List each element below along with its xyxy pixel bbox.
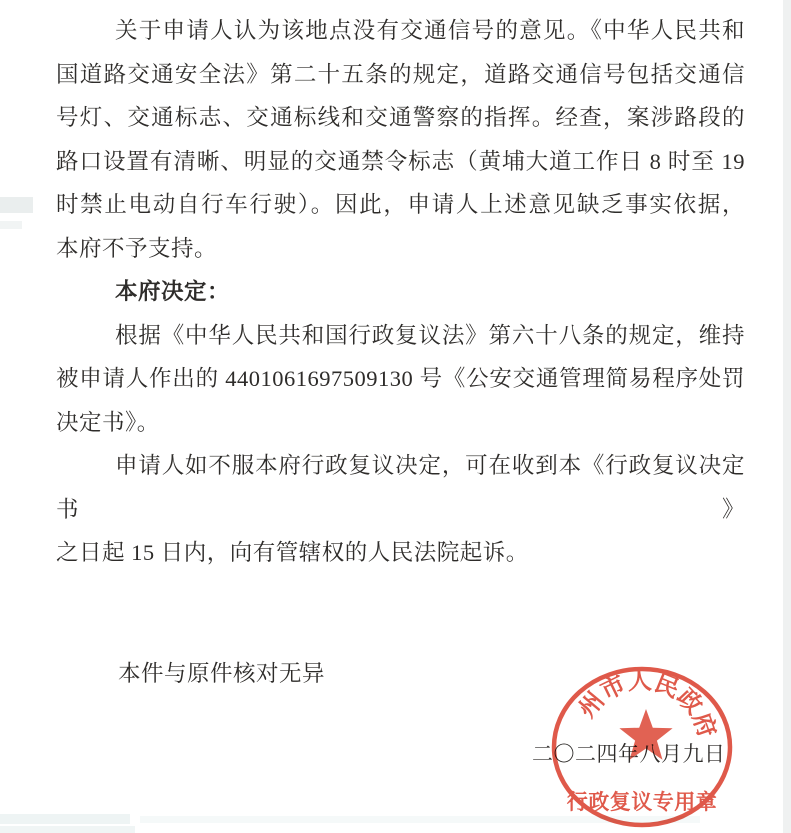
- seal-star-icon: [619, 709, 672, 760]
- scan-artifact-bottom: [0, 814, 130, 824]
- seal-arc-text: 州市人民政府: [574, 668, 720, 741]
- paragraph-line: 申请人如不服本府行政复议决定，可在收到本《行政复议决定书》: [56, 453, 745, 522]
- paragraph-line: 被申请人作出的 4401061697509130 号《公安交通管理简易程序处罚: [56, 366, 745, 391]
- paragraph-line: 决定书》。: [56, 409, 160, 435]
- official-seal: [550, 664, 734, 833]
- paragraph-line: 根据《中华人民共和国行政复议法》第六十八条的规定，维持: [115, 322, 745, 348]
- document-body-text: [56, 9, 745, 695]
- scan-artifact-bottom: [0, 826, 135, 833]
- paragraph-line: 时禁止电动自行车行驶）。因此，申请人上述意见缺乏事实依据，: [56, 192, 745, 217]
- seal-bottom-text: 行政复议专用章: [566, 790, 718, 814]
- scan-artifact-right-edge: [783, 0, 791, 833]
- paragraph-line: 本府不予支持。: [56, 235, 218, 261]
- paragraph-line: 路口设置有清晰、明显的交通禁令标志（黄埔大道工作日 8 时至 19: [56, 148, 745, 174]
- paragraph-line: 号灯、交通标志、交通标线和交通警察的指挥。经查，案涉路段的: [56, 105, 745, 130]
- decision-heading: 本府决定：: [115, 279, 231, 304]
- scan-artifact-smudge: [0, 221, 22, 229]
- paragraph-line: 关于申请人认为该地点没有交通信号的意见。《中华人民共和: [115, 18, 745, 43]
- paragraph-line: 国道路交通安全法》第二十五条的规定，道路交通信号包括交通信: [56, 61, 745, 87]
- paragraph-line: 之日起 15 日内，向有管辖权的人民法院起诉。: [56, 540, 529, 565]
- decision-date: 二〇二四年八月九日: [532, 742, 726, 766]
- scan-artifact-left-edge: [0, 197, 33, 213]
- verification-note: 本件与原件核对无异: [118, 660, 326, 686]
